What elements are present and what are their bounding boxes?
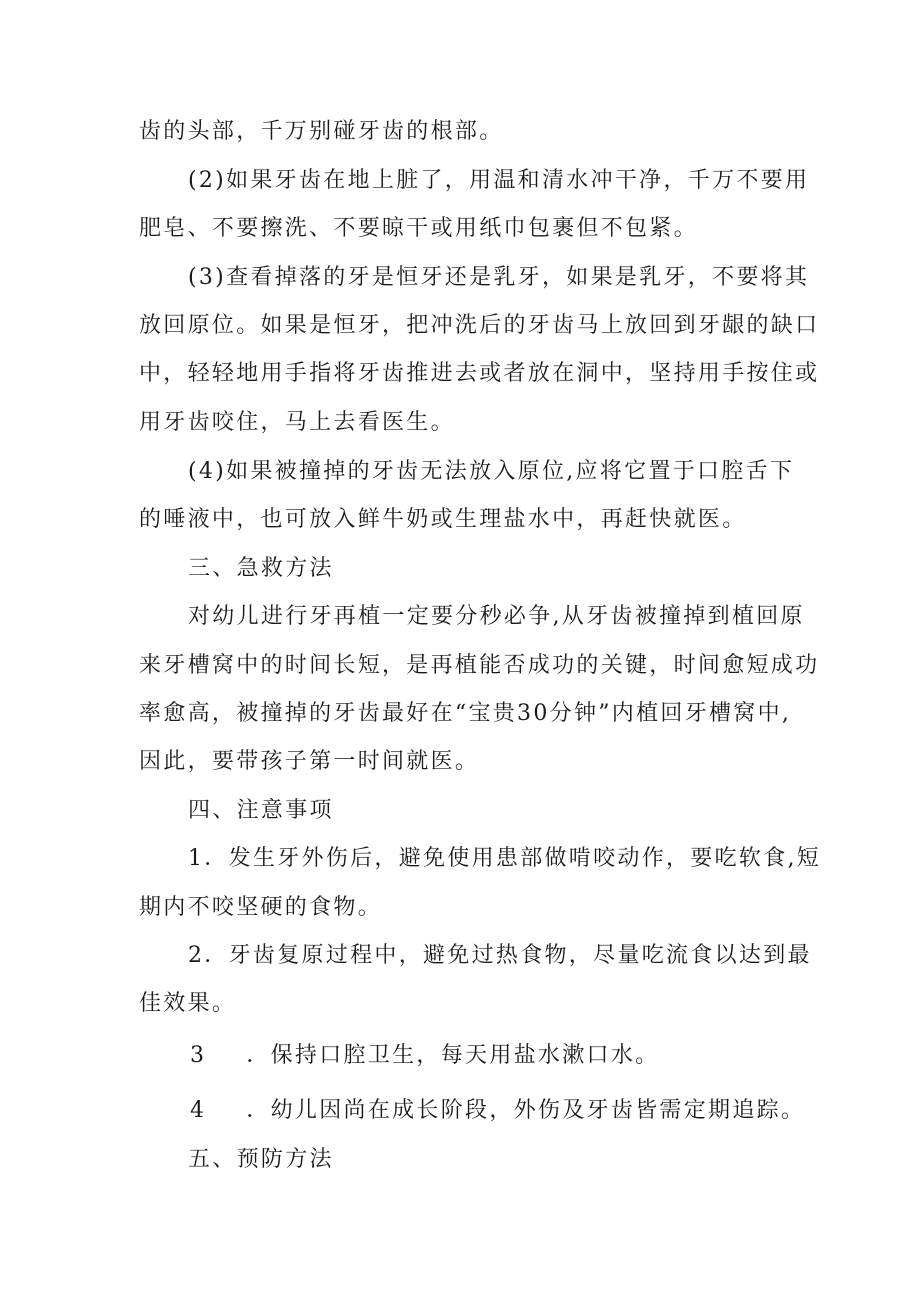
paragraph-line: 对幼儿进行牙再植一定要分秒必争,从牙齿被撞掉到植回原 — [188, 604, 805, 629]
list-item-text: ．幼儿因尚在成长阶段，外伤及牙齿皆需定期追踪。 — [246, 1098, 806, 1123]
paragraph-line: 齿的头部，千万别碰牙齿的根部。 — [139, 119, 504, 144]
list-item-line: 期内不咬坚硬的食物。 — [139, 895, 383, 920]
list-item-3 — [190, 1041, 659, 1071]
paragraph-line: 来牙槽窝中的时间长短，是再植能否成功的关键，时间愈短成功 — [139, 653, 820, 678]
paragraph-line: (2)如果牙齿在地上脏了，用温和清水冲干净，千万不要用 — [188, 168, 810, 193]
section-heading: 四、注意事项 — [188, 798, 334, 823]
paragraph-line: 的唾液中，也可放入鲜牛奶或生理盐水中，再赶快就医。 — [139, 507, 747, 532]
list-item-line: 1．发生牙外伤后，避免使用患部做啃咬动作，要吃软食,短 — [188, 846, 822, 871]
paragraph-line: 肥皂、不要擦洗、不要晾干或用纸巾包裹但不包紧。 — [139, 216, 698, 241]
paragraph-line: (4)如果被撞掉的牙齿无法放入原位,应将它置于口腔舌下 — [188, 459, 795, 484]
section-heading: 五、预防方法 — [188, 1147, 334, 1172]
section-heading: 三、急救方法 — [188, 556, 334, 581]
list-item-text: ．保持口腔卫生，每天用盐水漱口水。 — [246, 1043, 660, 1068]
list-item-number: 3 — [190, 1043, 207, 1068]
paragraph-line: 率愈高，被撞掉的牙齿最好在“宝贵30分钟”内植回牙槽窝中, — [139, 701, 792, 726]
list-item-number: 4 — [190, 1098, 207, 1123]
list-item-4 — [190, 1096, 805, 1126]
list-item-line: 2．牙齿复原过程中，避免过热食物，尽量吃流食以达到最 — [188, 943, 812, 968]
paragraph-line: 因此，要带孩子第一时间就医。 — [139, 749, 480, 774]
paragraph-line: (3)查看掉落的牙是恒牙还是乳牙，如果是乳牙，不要将其 — [188, 265, 810, 290]
paragraph-line: 用牙齿咬住，马上去看医生。 — [139, 410, 455, 435]
list-item-line: 佳效果。 — [139, 991, 237, 1016]
paragraph-line: 中，轻轻地用手指将牙齿推进去或者放在洞中，坚持用手按住或 — [139, 361, 820, 386]
paragraph-line: 放回原位。如果是恒牙，把冲洗后的牙齿马上放回到牙龈的缺口 — [139, 313, 820, 338]
